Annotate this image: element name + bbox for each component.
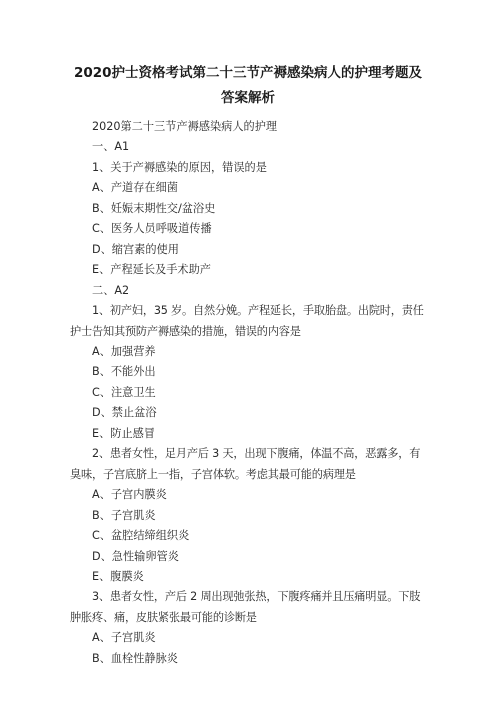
question-stem: 1、初产妇，35 岁。自然分娩。产程延长，手取胎盘。出院时，责任护士告知其预防产褥感染的措施，错误的内容是	[70, 304, 424, 338]
question-stem: 2、患者女性，足月产后 3 天，出现下腹痛，体温不高，恶露多，有臭味，子宫底脐上一指，子宫体软。考虑其最可能的病理是	[70, 447, 421, 481]
option: D、禁止盆浴	[92, 406, 157, 420]
option: B、妊娠末期性交/盆浴史	[92, 201, 216, 215]
question-stem: 1、关于产褥感染的原因，错误的是	[92, 160, 267, 174]
option: E、产程延长及手术助产	[92, 263, 211, 277]
option: E、腹膜炎	[92, 569, 144, 583]
section-heading-a1: 一、A1	[92, 140, 130, 154]
option: A、子宫肌炎	[92, 631, 156, 645]
option: A、子宫内膜炎	[92, 488, 167, 502]
document-body	[70, 117, 426, 669]
option: A、加强营养	[92, 344, 156, 358]
option: E、防止感冒	[92, 426, 156, 440]
option: A、产道存在细菌	[92, 181, 178, 195]
document-title: 2020护士资格考试第二十三节产褥感染病人的护理考题及答案解析	[73, 65, 423, 106]
question-stem: 3、患者女性，产后 2 周出现弛张热，下腹疼痛并且压痛明显。下肢肿胀疼、痛，皮肤紧张最可能的诊断是	[70, 590, 421, 624]
subtitle: 2020第二十三节产褥感染病人的护理	[92, 120, 278, 133]
option: B、子宫肌炎	[92, 508, 156, 522]
option: B、血栓性静脉炎	[92, 651, 178, 665]
section-heading-a2: 二、A2	[92, 283, 130, 297]
option: D、缩宫素的使用	[92, 242, 179, 256]
option: C、医务人员呼吸道传播	[92, 222, 212, 236]
option: B、不能外出	[92, 365, 156, 379]
option: D、急性输卵管炎	[92, 549, 179, 563]
option: C、盆腔结缔组织炎	[92, 529, 190, 543]
option: C、注意卫生	[92, 385, 156, 399]
